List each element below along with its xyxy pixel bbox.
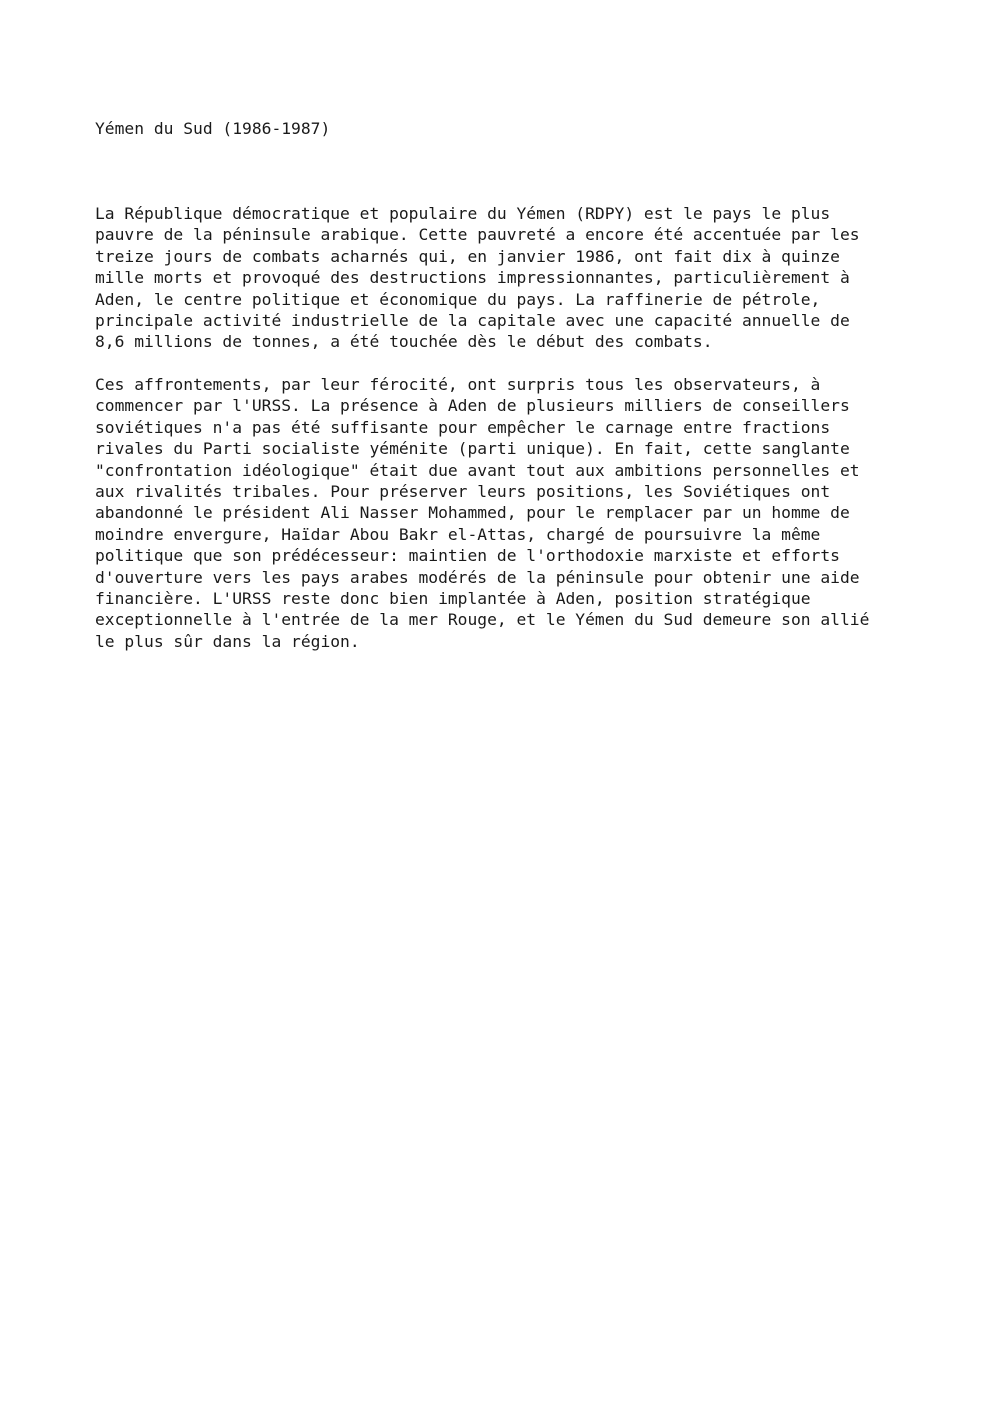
paragraph-1: La République démocratique et populaire du Yémen (RDPY) est le pays le plus pauvre de la péninsule arabique. Cette pauvreté a encore été accentuée par les treize jours de combats acharnés qui, en janvier 1986, ont fait dix à quinze mille morts et provoqué des destructions impressionnantes, particulièrement à Aden, le centre politique et économique du pays. La raffinerie de pétrole, principale activité industrielle de la capitale avec une capacité annuelle de 8,6 millions de tonnes, a été touchée dès le début des combats. xyxy=(95,204,860,352)
document-title: Yémen du Sud (1986-1987) xyxy=(95,119,331,138)
paragraph-2: Ces affrontements, par leur férocité, ont surpris tous les observateurs, à commencer par l'URSS. La présence à Aden de plusieurs milliers de conseillers soviétiques n'a pas été suffisante pour empêcher le carnage entre fractions rivales du Parti socialiste yéménite (parti unique). En fait, cette sanglante "confrontation idéologique" était due avant tout aux ambitions personnelles et aux rivalités tribales. Pour préserver leurs positions, les Soviétiques ont abandonné le président Ali Nasser Mohammed, pour le remplacer par un homme de moindre envergure, Haïdar Abou Bakr el-Attas, chargé de poursuivre la même politique que son prédécesseur: maintien de l'orthodoxie marxiste et efforts d'ouverture vers les pays arabes modérés de la péninsule pour obtenir une aide financière. L'URSS reste donc bien implantée à Aden, position stratégique exceptionnelle à l'entrée de la mer Rouge, et le Yémen du Sud demeure son allié le plus sûr dans la région. xyxy=(95,375,870,651)
